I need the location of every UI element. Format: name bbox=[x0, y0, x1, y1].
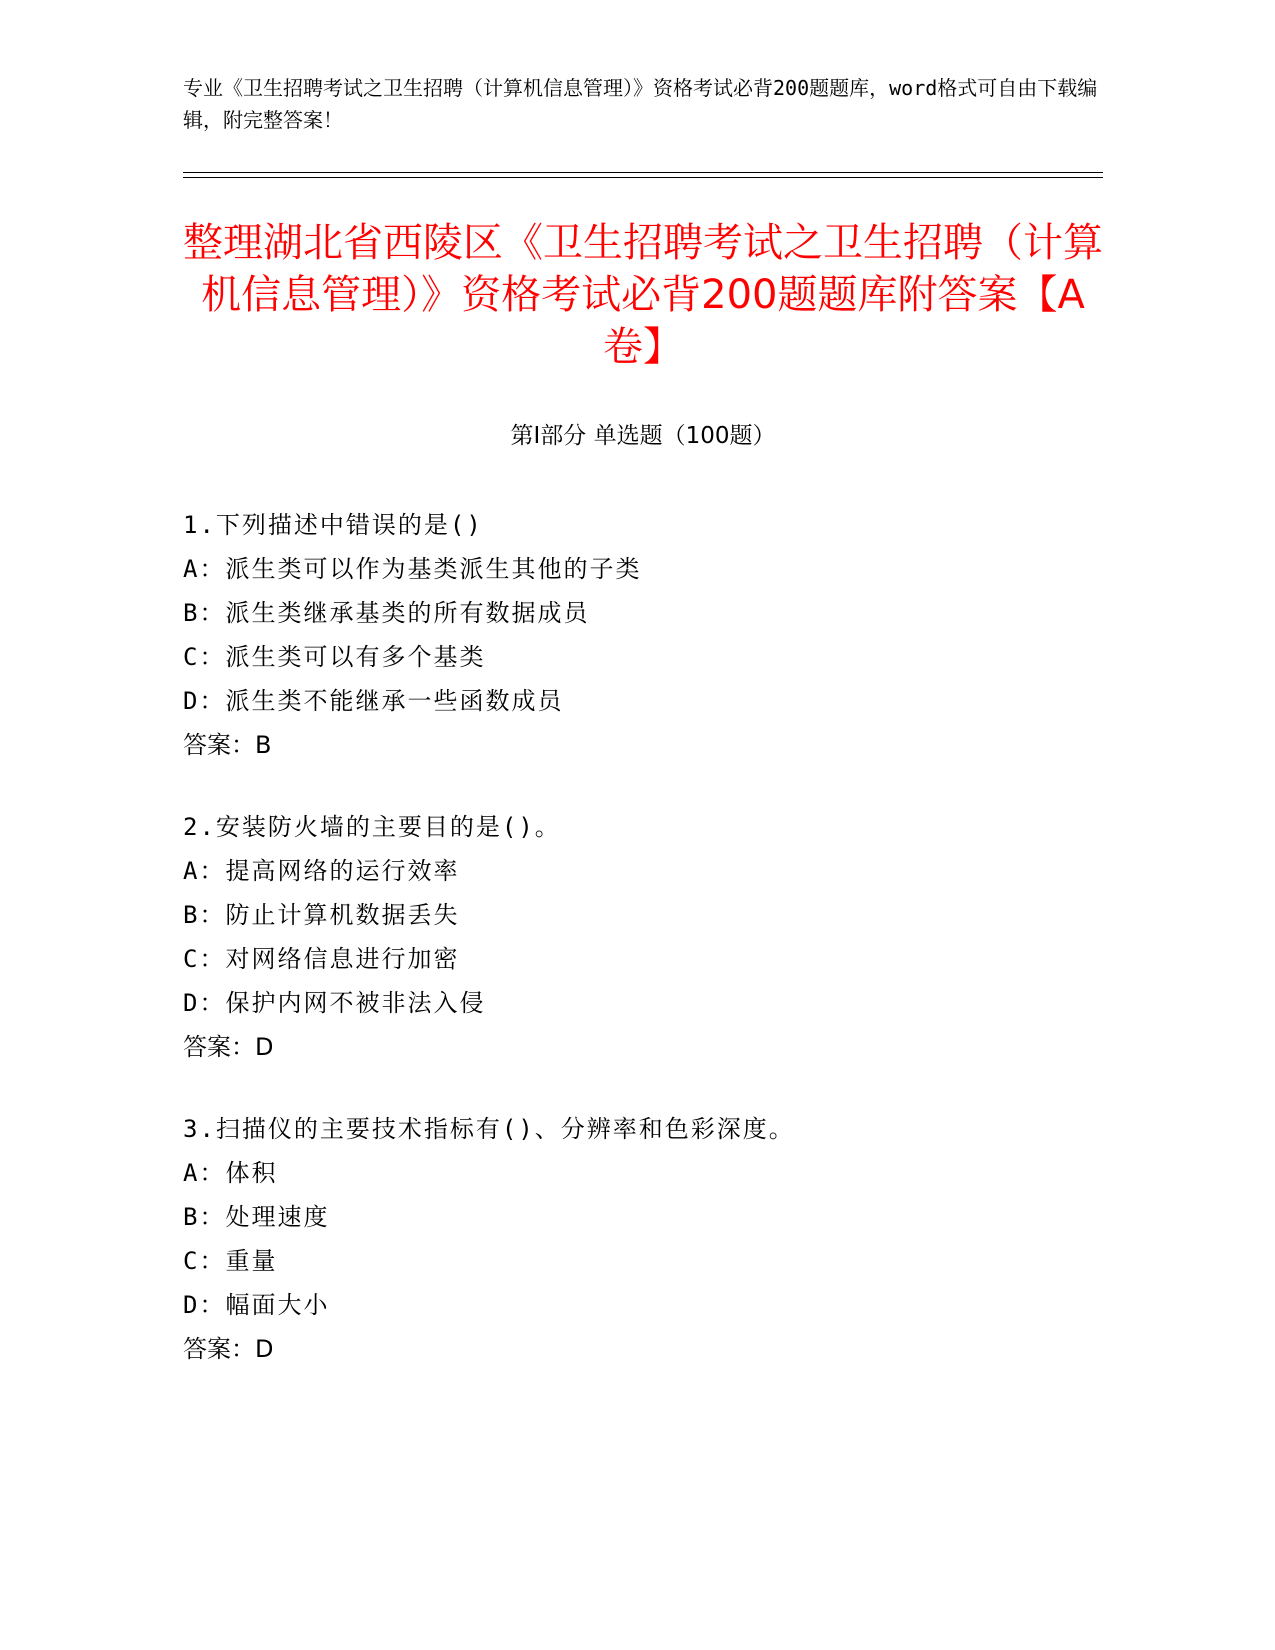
option-d: D：保护内网不被非法入侵 bbox=[183, 989, 486, 1017]
question-stem: 2.安装防火墙的主要目的是()。 bbox=[183, 813, 561, 841]
answer-text: 答案：D bbox=[183, 1033, 274, 1061]
option-b: B：处理速度 bbox=[183, 1203, 330, 1231]
option-d: D：幅面大小 bbox=[183, 1291, 330, 1319]
option-b: B：防止计算机数据丢失 bbox=[183, 901, 460, 929]
option-a: A：派生类可以作为基类派生其他的子类 bbox=[183, 555, 642, 583]
question-3 bbox=[183, 1107, 1103, 1371]
header-divider-bottom bbox=[183, 177, 1103, 178]
document-title: 整理湖北省西陵区《卫生招聘考试之卫生招聘（计算机信息管理）》资格考试必背200题题库附答案【A卷】 bbox=[183, 220, 1103, 370]
option-c: C：派生类可以有多个基类 bbox=[183, 643, 486, 671]
header-note: 专业《卫生招聘考试之卫生招聘（计算机信息管理）》资格考试必背200题题库，word格式可自由下载编辑，附完整答案！ bbox=[183, 76, 1098, 132]
option-d: D：派生类不能继承一些函数成员 bbox=[183, 687, 564, 715]
question-1 bbox=[183, 503, 1103, 767]
answer-text: 答案：B bbox=[183, 731, 272, 759]
question-list bbox=[183, 503, 1103, 1409]
question-2 bbox=[183, 805, 1103, 1069]
option-c: C：对网络信息进行加密 bbox=[183, 945, 460, 973]
option-a: A：提高网络的运行效率 bbox=[183, 857, 460, 885]
option-b: B：派生类继承基类的所有数据成员 bbox=[183, 599, 590, 627]
header-divider-top bbox=[183, 172, 1103, 173]
option-c: C：重量 bbox=[183, 1247, 278, 1275]
answer-text: 答案：D bbox=[183, 1335, 274, 1363]
option-a: A：体积 bbox=[183, 1159, 278, 1187]
question-stem: 1.下列描述中错误的是() bbox=[183, 511, 483, 539]
section-heading: 第Ⅰ部分 单选题（100题） bbox=[510, 423, 776, 449]
question-stem: 3.扫描仪的主要技术指标有()、分辨率和色彩深度。 bbox=[183, 1115, 795, 1143]
